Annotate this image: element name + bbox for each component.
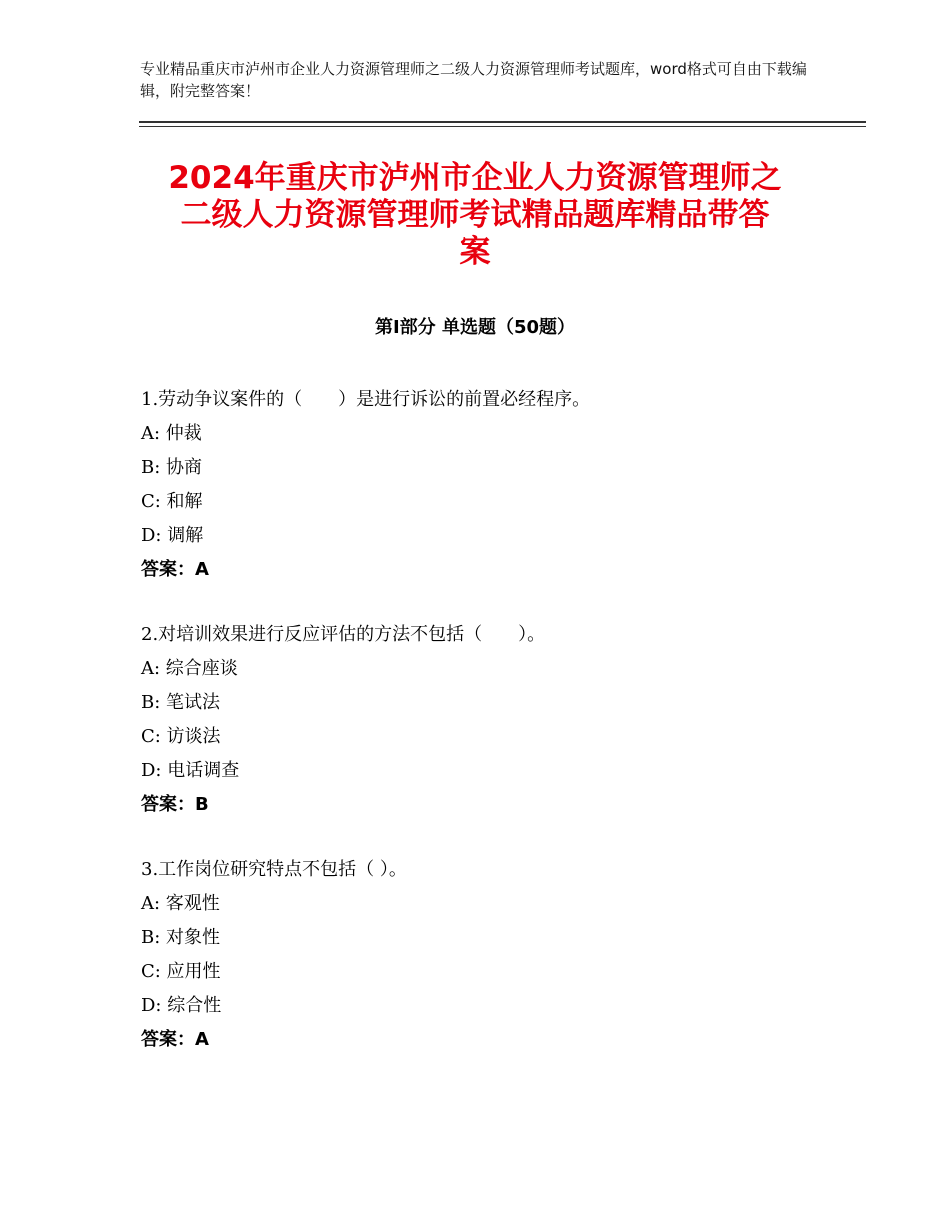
title-line: 案 xyxy=(459,234,491,270)
option-d: D: 调解 xyxy=(141,525,204,546)
header-rule-thin xyxy=(139,126,866,127)
question-item xyxy=(141,618,841,822)
header-rule-thick xyxy=(139,121,866,123)
option-b: B: 对象性 xyxy=(141,927,221,948)
option-a: A: 客观性 xyxy=(141,893,220,914)
option-d: D: 电话调查 xyxy=(141,760,240,781)
document-title xyxy=(100,160,850,271)
question-list xyxy=(141,383,841,1088)
option-c: C: 应用性 xyxy=(141,961,221,982)
answer-line: 答案：B xyxy=(141,794,209,815)
question-item xyxy=(141,383,841,587)
header-note: 专业精品重庆市泸州市企业人力资源管理师之二级人力资源管理师考试题库，word格式可自由下载编辑，附完整答案！ xyxy=(140,60,807,100)
title-line: 2024年重庆市泸州市企业人力资源管理师之 xyxy=(168,160,782,196)
option-c: C: 和解 xyxy=(141,491,203,512)
option-c: C: 访谈法 xyxy=(141,726,221,747)
title-line: 二级人力资源管理师考试精品题库精品带答 xyxy=(180,197,770,233)
question-stem: 1.劳动争议案件的（ ）是进行诉讼的前置必经程序。 xyxy=(141,389,591,410)
option-b: B: 协商 xyxy=(141,457,203,478)
answer-line: 答案：A xyxy=(141,1029,209,1050)
option-d: D: 综合性 xyxy=(141,995,222,1016)
question-item xyxy=(141,853,841,1057)
option-a: A: 综合座谈 xyxy=(141,658,238,679)
answer-line: 答案：A xyxy=(141,559,209,580)
question-stem: 2.对培训效果进行反应评估的方法不包括（ ）。 xyxy=(141,624,546,645)
option-b: B: 笔试法 xyxy=(141,692,221,713)
question-stem: 3.工作岗位研究特点不包括（ ）。 xyxy=(141,859,407,880)
option-a: A: 仲裁 xyxy=(141,423,202,444)
section-title: 第Ⅰ部分 单选题（50题） xyxy=(374,317,575,338)
